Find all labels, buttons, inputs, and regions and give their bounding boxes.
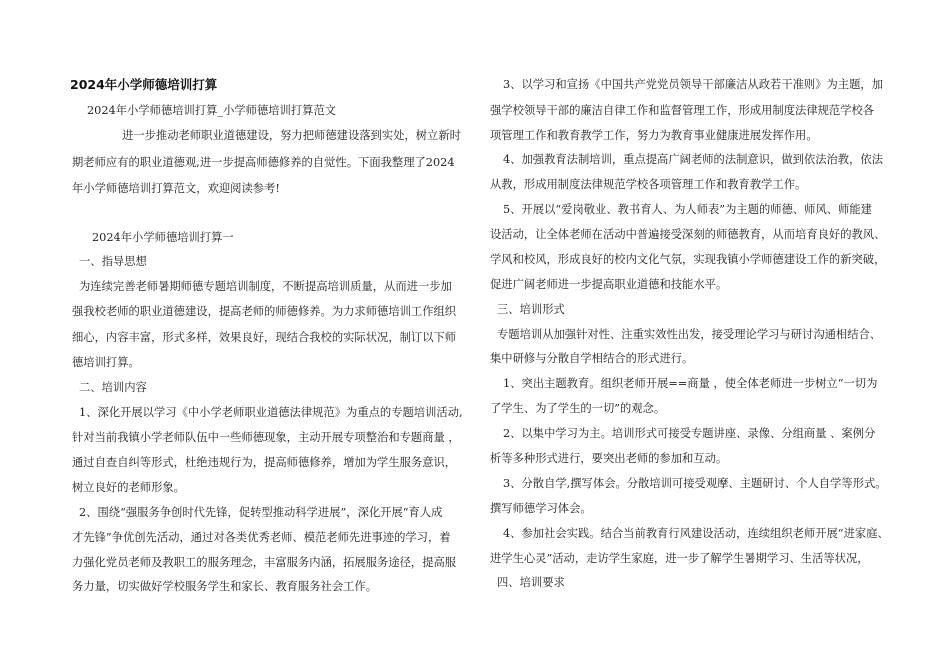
paragraph-line: 力强化党员老师及教职工的服务理念，丰富服务内涵，拓展服务途径，提高服	[72, 556, 457, 569]
section-heading: 二、培训内容	[79, 381, 147, 394]
intro-line: 进一步推动老师职业道德建设，努力把师德建设落到实处，树立新时	[122, 129, 461, 142]
paragraph-line: 通过自查自纠等形式，杜绝违规行为，提高师德修养，增加为学生服务意识，	[72, 456, 457, 469]
paragraph-line: 强我校老师的职业道德建设，提高老师的师德修养。为力求师德培训工作组织	[72, 305, 457, 318]
paragraph-line: 5、开展以“爱岗敬业、教书育人、为人师表”为主题的师德、师风、师能建	[503, 203, 872, 216]
paragraph-line: 进学生心灵”活动，走访学生家庭，进一步了解学生暑期学习、生活等状况，	[490, 552, 869, 565]
intro-line: 期老师应有的职业道德观,进一步提高师德修养的自觉性。下面我整理了2024	[72, 156, 455, 169]
paragraph-line: 为连续完善老师暑期师德专题培训制度，不断提高培训质量，从而进一步加	[79, 280, 452, 293]
paragraph-line: 4、加强教育法制培训，重点提高广阔老师的法制意识，做到依法治教，依法	[503, 153, 883, 166]
paragraph-line: 2、以集中学习为主。培训形式可接受专题讲座、录像、分组商量 、案例分	[503, 427, 876, 440]
paragraph-line: 3、分散自学,撰写体会。分散培训可接受观摩、主题研讨、个人自学等形式。	[503, 477, 887, 490]
paragraph-line: 撰写师德学习体会。	[490, 502, 592, 515]
paragraph-line: 1、深化开展以学习《中小学老师职业道德法律规范》为重点的专题培训活动,	[79, 406, 463, 419]
section-heading: 2024年小学师德培训打算一	[92, 231, 234, 244]
paragraph-line: 针对当前我镇小学老师队伍中一些师德现象，主动开展专项整治和专题商量 ，	[72, 431, 460, 444]
paragraph-line: 集中研修与分散自学相结合的形式进行。	[490, 352, 694, 365]
paragraph-line: 促进广阔老师进一步提高职业道德和技能水平。	[490, 278, 728, 291]
paragraph-line: 从教，形成用制度法律规范学校各项管理工作和教育教学工作。	[490, 178, 807, 191]
paragraph-line: 2、围绕“强服务争创时代先锋，促转型推动科学进展”，深化开展“育人成	[79, 506, 443, 519]
paragraph-line: 学风和校风，形成良好的校内文化气氛，实现我镇小学师德建设工作的新突破，	[490, 253, 886, 266]
paragraph-line: 强学校领导干部的廉洁自律工作和监督管理工作，形成用制度法律规范学校各	[490, 104, 875, 117]
paragraph-line: 了学生、为了学生的一切”的观念。	[490, 402, 666, 415]
paragraph-line: 务力量，切实做好学校服务学生和家长、教育服务社会工作。	[72, 580, 378, 593]
subtitle: 2024年小学师德培训打算_小学师德培训打算范文	[87, 104, 337, 117]
paragraph-line: 树立良好的老师形象。	[72, 481, 185, 494]
paragraph-line: 细心，内容丰富，形式多样，效果良好，现结合我校的实际状况，制订以下师	[72, 331, 457, 344]
paragraph-line: 析等多种形式进行，要突出老师的参加和互动。	[490, 452, 728, 465]
document-title: 2024年小学师德培训打算	[70, 77, 218, 92]
paragraph-line: 专题培训从加强针对性、注重实效性出发，接受理论学习与研讨沟通相结合、	[497, 328, 882, 341]
section-heading: 三、培训形式	[497, 303, 565, 316]
section-heading: 一、指导思想	[79, 255, 147, 268]
paragraph-line: 项管理工作和教育教学工作，努力为教育事业健康进展发挥作用。	[490, 129, 818, 142]
paragraph-line: 德培训打算。	[72, 356, 140, 369]
section-heading: 四、培训要求	[497, 576, 565, 589]
paragraph-line: 设活动，让全体老师在活动中普遍接受深刻的师德教育，从而培育良好的教风、	[490, 228, 886, 241]
intro-line: 年小学师德培训打算范文，欢迎阅读参考!	[72, 182, 280, 195]
paragraph-line: 才先锋”争优创先活动，通过对各类优秀老师、模范老师先进事迹的学习，着	[72, 531, 451, 544]
paragraph-line: 3、以学习和宣扬《中国共产党党员领导干部廉洁从政若干准则》为主题，加	[503, 78, 883, 91]
paragraph-line: 1、突出主题教育。组织老师开展==商量 ，使全体老师进一步树立“一切为	[503, 377, 878, 390]
paragraph-line: 4、参加社会实践。结合当前教育行风建设活动，连续组织老师开展“进家庭、	[503, 527, 889, 540]
